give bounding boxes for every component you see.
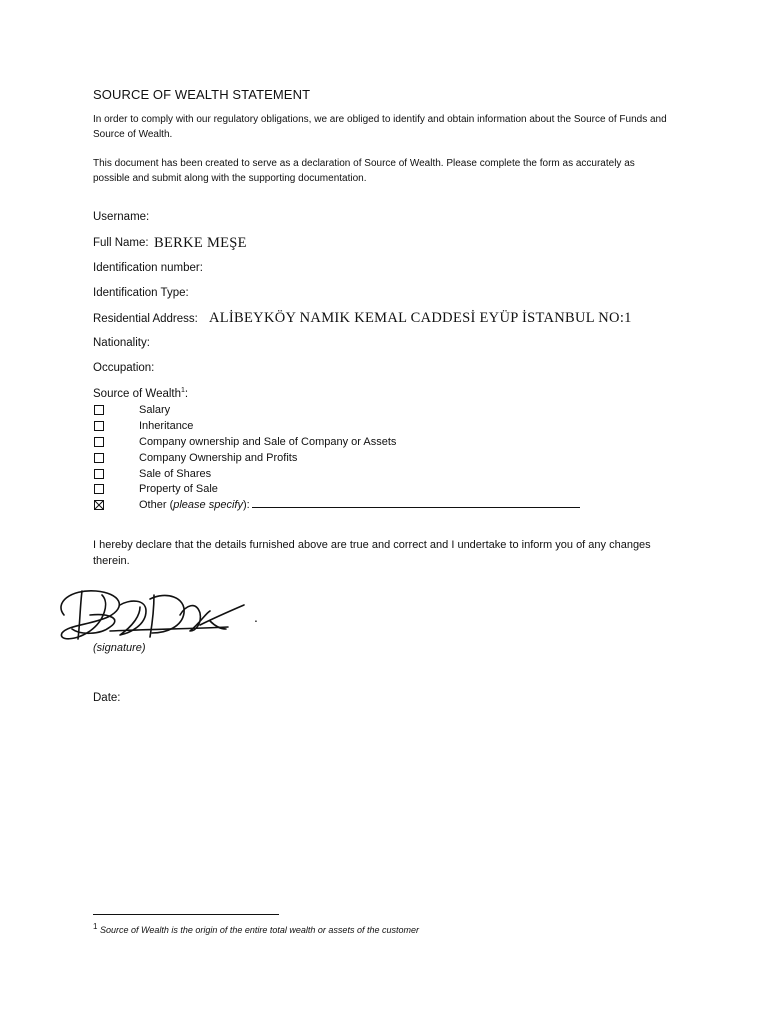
signature-caption: (signature) [93, 642, 146, 654]
footnote-marker: 1 [93, 922, 98, 931]
full-name-value[interactable]: BERKE MEŞE [154, 235, 247, 251]
checked-checkbox-icon[interactable] [94, 500, 104, 510]
checkbox-icon[interactable] [94, 405, 104, 415]
other-specify-line[interactable] [252, 497, 580, 508]
footnote-reference: 1 [181, 387, 185, 394]
full-name-label: Full Name: [93, 237, 149, 249]
intro-paragraph-2: This document has been created to serve as a declaration of Source of Wealth. Please complete the form as accurately as possible and submit along with the supporting documentation. [93, 158, 635, 184]
checkbox-icon[interactable] [94, 453, 104, 463]
identification-type-label: Identification Type: [93, 287, 189, 299]
checkbox-icon[interactable] [94, 421, 104, 431]
residential-address-label: Residential Address: [93, 313, 198, 325]
sow-option-other-label [139, 497, 580, 513]
sow-option-label: Inheritance [139, 420, 194, 432]
source-of-wealth-label: Source of Wealth [93, 387, 182, 400]
other-label-prefix: Other ( [139, 499, 174, 511]
occupation-label: Occupation: [93, 362, 155, 374]
sow-option-label: Company Ownership and Profits [139, 452, 298, 464]
date-label: Date: [93, 692, 121, 704]
sow-option-label: Salary [139, 404, 171, 416]
other-label-italic: please specify [173, 499, 243, 511]
username-label: Username: [93, 211, 150, 223]
document-title: SOURCE OF WEALTH STATEMENT [93, 87, 311, 102]
source-of-wealth-heading [93, 387, 188, 400]
handwritten-signature [50, 585, 260, 645]
footnote [93, 922, 419, 935]
checkbox-icon[interactable] [94, 484, 104, 494]
declaration-text: I hereby declare that the details furnished above are true and correct and I undertake to inform you of any changes therein. [93, 539, 651, 567]
sow-option-label: Company ownership and Sale of Company or Assets [139, 436, 397, 448]
checkbox-icon[interactable] [94, 469, 104, 479]
footnote-divider [93, 914, 279, 915]
footnote-text: Source of Wealth is the origin of the entire total wealth or assets of the customer [99, 925, 419, 935]
nationality-label: Nationality: [93, 337, 150, 349]
residential-address-value[interactable]: ALİBEYKÖY NAMIK KEMAL CADDESİ EYÜP İSTANBUL NO:1 [209, 310, 632, 326]
sow-option-label: Property of Sale [139, 483, 218, 495]
identification-number-label: Identification number: [93, 262, 203, 274]
checkbox-icon[interactable] [94, 437, 104, 447]
sow-option-label: Sale of Shares [139, 468, 212, 480]
source-of-wealth-colon: : [184, 387, 189, 400]
other-label-suffix: ): [242, 499, 250, 511]
signature-trailing-dot: . [254, 609, 258, 625]
intro-paragraph-1: In order to comply with our regulatory obligations, we are obliged to identify and obtain information about the Source of Funds and Source of Wealth. [93, 114, 667, 140]
